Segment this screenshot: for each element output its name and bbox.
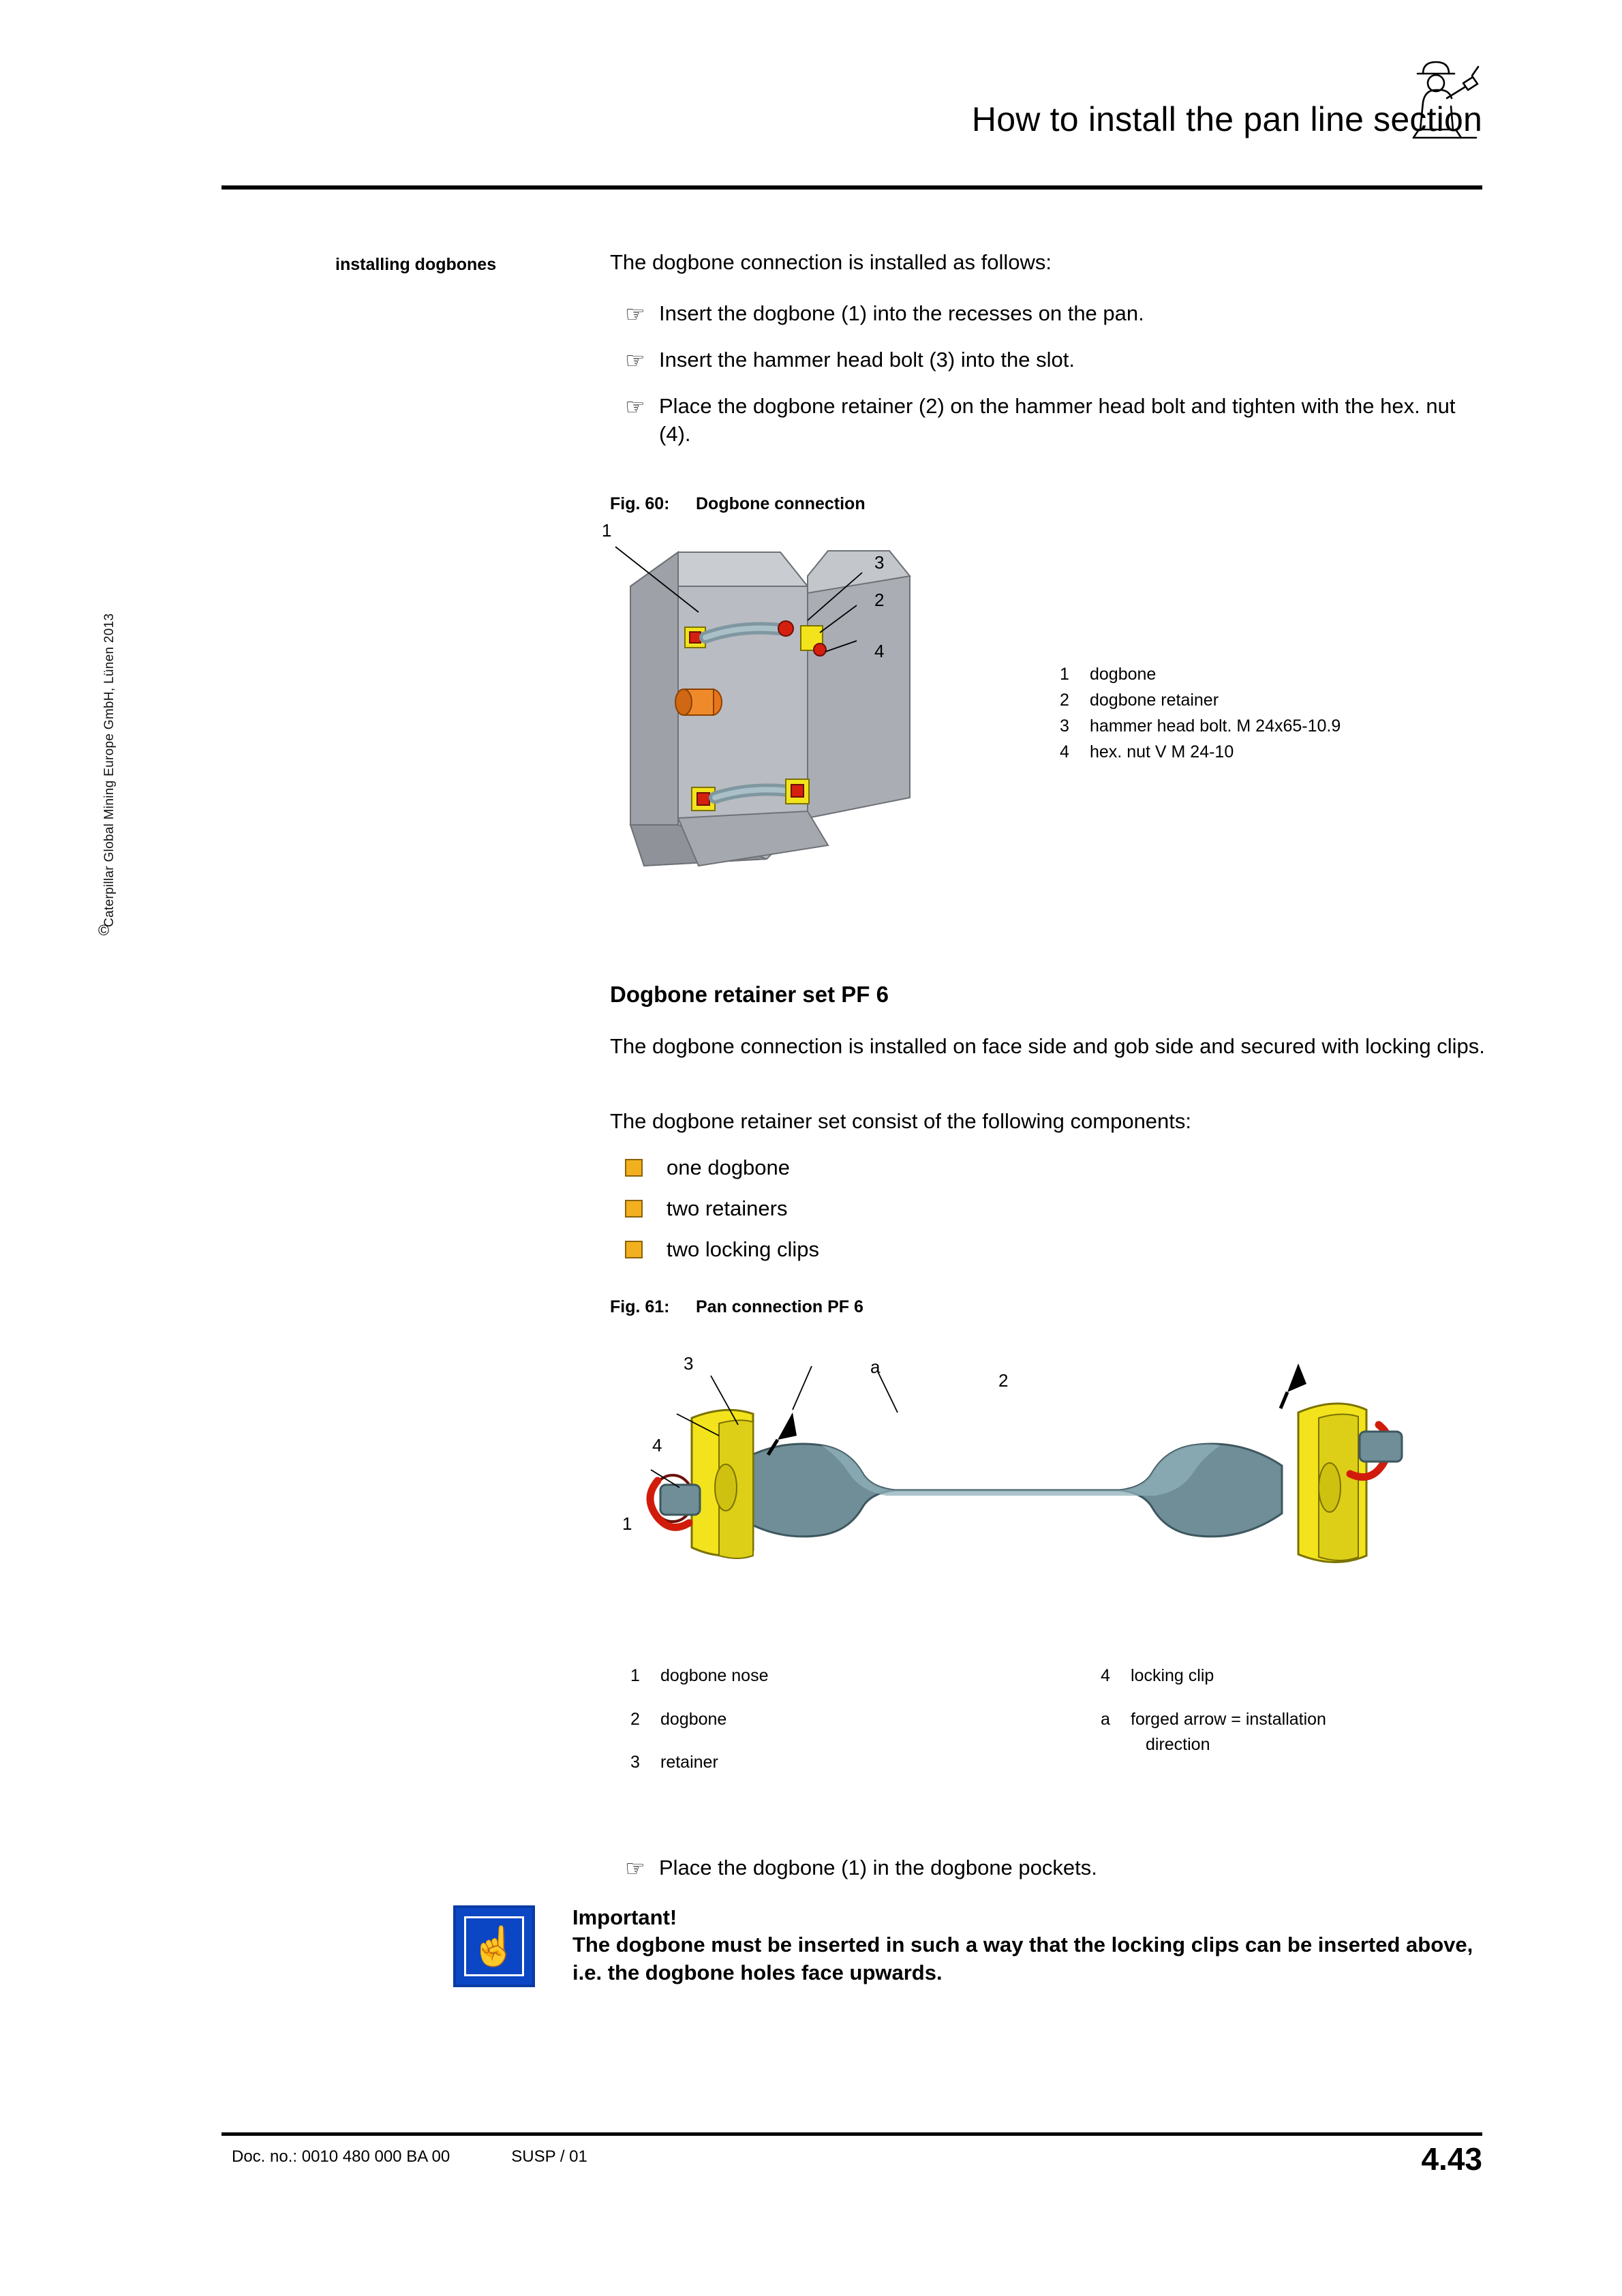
figure-61-legend: [630, 1663, 1482, 1794]
legend-key: 4: [1060, 742, 1069, 761]
list-item: [610, 1196, 1489, 1221]
legend-key: 1: [630, 1666, 640, 1685]
figure-60-caption: [610, 494, 1489, 514]
legend-value: dogbone: [660, 1709, 727, 1729]
section-paragraph-2: The dogbone retainer set consist of the following components:: [610, 1109, 1192, 1133]
legend-value-line1: forged arrow = installation: [1131, 1709, 1326, 1729]
legend-key: 3: [630, 1753, 640, 1772]
copyright-symbol: ©: [98, 922, 110, 939]
legend-value: retainer: [660, 1753, 718, 1772]
legend-value: dogbone nose: [660, 1666, 769, 1685]
important-text: The dogbone must be inserted in such a way that the locking clips can be inserted above, i.e. the dogbone holes face upwards.: [572, 1933, 1473, 1984]
pointing-hand-note-icon: [453, 1905, 535, 1987]
legend-value-line2: direction: [1146, 1735, 1210, 1754]
figure-60: [602, 494, 1489, 761]
figure-61-callout-2: 2: [998, 1370, 1009, 1391]
step-text: Place the dogbone (1) in the dogbone pockets.: [659, 1856, 1097, 1879]
component-label: one dogbone: [667, 1155, 791, 1179]
important-title: Important!: [572, 1905, 677, 1929]
legend-row: [630, 1750, 1101, 1776]
list-item: [610, 1155, 1489, 1180]
figure-61-title: Pan connection PF 6: [696, 1297, 863, 1316]
figure-60-number: Fig. 60:: [610, 494, 670, 513]
legend-row: [630, 1663, 1101, 1689]
step-list: [610, 300, 1489, 466]
worker-with-drill-icon: [1398, 49, 1487, 145]
list-item: [610, 1854, 1489, 1883]
page-header: [0, 0, 1622, 198]
list-item: [610, 300, 1489, 329]
legend-value: dogbone: [1090, 665, 1157, 684]
legend-value: dogbone retainer: [1090, 691, 1219, 710]
margin-label-installing-dogbones: installing dogbones: [335, 255, 497, 274]
legend-column-left: [630, 1663, 1101, 1794]
figure-60-callout-2: 2: [874, 590, 885, 610]
section-paragraph-1: The dogbone connection is installed on face side and gob side and secured with locking clips.: [610, 1034, 1485, 1058]
page-footer: [232, 2147, 587, 2166]
square-bullet-icon: [625, 1241, 643, 1258]
note-icon-inner: ☝: [464, 1916, 524, 1976]
legend-value: [1131, 1707, 1326, 1758]
step-text: Insert the hammer head bolt (3) into the slot.: [659, 348, 1075, 372]
legend-column-right: [1101, 1663, 1482, 1794]
list-item: [610, 393, 1489, 448]
pointing-hand-icon: ☞: [625, 348, 645, 374]
figure-60-legend: [1060, 661, 1341, 765]
important-note: [453, 1905, 1489, 1987]
figure-60-illustration: [603, 525, 1026, 907]
legend-key: 1: [1060, 665, 1069, 684]
step-text: Insert the dogbone (1) into the recesses on the pan.: [659, 301, 1144, 325]
pointing-hand-icon: ☞: [625, 301, 645, 327]
legend-row: [1101, 1663, 1482, 1689]
pointing-hand-icon: ☞: [625, 394, 645, 420]
legend-row: [1060, 687, 1341, 713]
page-number: 4.43: [1421, 2141, 1482, 2177]
figure-61-illustration: [617, 1336, 1435, 1650]
pointing-hand-icon: ☞: [625, 1856, 645, 1881]
important-note-body: [572, 1905, 1489, 1987]
legend-row: [1101, 1707, 1482, 1758]
legend-key: a: [1101, 1709, 1110, 1729]
page-title: How to install the pan line section: [971, 100, 1482, 138]
intro-paragraph: The dogbone connection is installed as follows:: [610, 250, 1052, 274]
figure-61-callout-1: 1: [622, 1513, 632, 1534]
square-bullet-icon: [625, 1200, 643, 1218]
figure-60-callout-1: 1: [602, 520, 612, 541]
legend-key: 2: [1060, 691, 1069, 710]
figure-61-caption: [610, 1297, 863, 1317]
footer-revision: SUSP / 01: [511, 2147, 587, 2166]
legend-key: 3: [1060, 716, 1069, 736]
list-item: [610, 346, 1489, 375]
legend-value: locking clip: [1131, 1666, 1214, 1685]
legend-row: [630, 1707, 1101, 1733]
section-heading: Dogbone retainer set PF 6: [610, 982, 889, 1007]
side-copyright: Caterpillar Global Mining Europe GmbH, Lünen 2013: [102, 613, 117, 927]
legend-key: 2: [630, 1709, 640, 1729]
footer-divider: [221, 2132, 1482, 2136]
header-divider: [221, 185, 1482, 190]
step-text: Place the dogbone retainer (2) on the hammer head bolt and tighten with the hex. nut (4).: [659, 394, 1456, 446]
figure-61-callout-a: a: [870, 1357, 881, 1377]
list-item: [610, 1237, 1489, 1262]
legend-row: [1060, 661, 1341, 687]
figure-61-callout-4: 4: [652, 1435, 662, 1455]
figure-61-number: Fig. 61:: [610, 1297, 670, 1316]
figure-60-callout-3: 3: [874, 552, 885, 573]
figure-61-callout-3: 3: [684, 1353, 694, 1374]
square-bullet-icon: [625, 1159, 643, 1177]
figure-60-callout-4: 4: [874, 641, 885, 661]
footer-doc-no: Doc. no.: 0010 480 000 BA 00: [232, 2147, 450, 2166]
legend-row: [1060, 713, 1341, 739]
component-list: [610, 1155, 1489, 1278]
legend-value: hex. nut V M 24-10: [1090, 742, 1234, 761]
component-label: two retainers: [667, 1196, 788, 1220]
final-step: [610, 1854, 1489, 1901]
figure-60-title: Dogbone connection: [696, 494, 866, 513]
legend-row: [1060, 739, 1341, 765]
legend-value: hammer head bolt. M 24x65-10.9: [1090, 716, 1341, 736]
legend-key: 4: [1101, 1666, 1110, 1685]
component-label: two locking clips: [667, 1237, 819, 1261]
